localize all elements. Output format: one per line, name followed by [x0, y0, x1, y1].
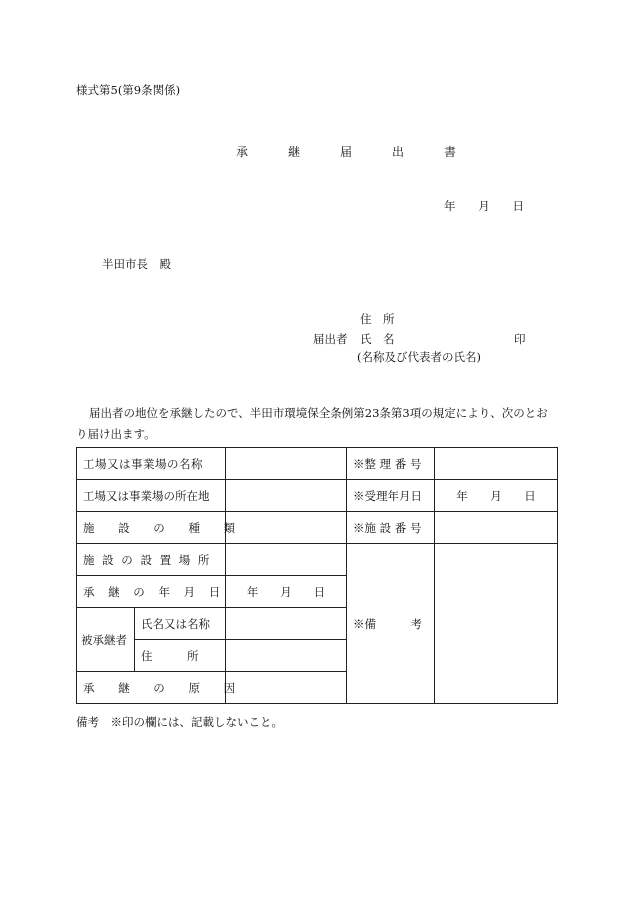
received-date-field[interactable] — [435, 480, 558, 512]
succession-year: 年 — [246, 584, 259, 599]
received-day: 日 — [524, 488, 536, 503]
footnote: 備考 ※印の欄には、記載しないこと。 — [76, 715, 283, 729]
factory-name-label: 工場又は事業場の名称 — [77, 448, 226, 480]
reg-number-field[interactable] — [435, 448, 558, 480]
form-table — [76, 447, 558, 704]
remarks-label: ※備 考 — [347, 544, 435, 704]
facility-location-label: 施 設 の 設 置 場 所 — [77, 544, 226, 576]
succession-month: 月 — [280, 584, 292, 599]
predecessor-address-label: 住 所 — [135, 640, 226, 672]
succession-day: 日 — [313, 584, 326, 599]
title-text: 承 継 届 出 書 — [236, 145, 471, 159]
facility-number-field[interactable] — [435, 512, 558, 544]
succession-reason-label: 承 継 の 原 因 — [77, 672, 226, 704]
applicant-address-label: 住 所 — [360, 312, 395, 326]
reg-number-label: ※整 理 番 号 — [347, 448, 435, 480]
factory-name-field[interactable] — [226, 448, 347, 480]
factory-location-field[interactable] — [226, 480, 347, 512]
table-row — [77, 512, 558, 544]
facility-location-field[interactable] — [226, 544, 347, 576]
date-year: 年 — [444, 199, 456, 213]
predecessor-name-label: 氏名又は名称 — [135, 608, 226, 640]
date-line — [444, 198, 524, 214]
seal-mark: 印 — [514, 332, 526, 346]
form-number: 様式第5(第9条関係) — [76, 83, 181, 97]
date-day: 日 — [512, 199, 524, 213]
applicant-role-label: 届出者 — [313, 332, 348, 346]
applicant-name-note: (名称及び代表者の氏名) — [357, 350, 481, 364]
table-row — [77, 480, 558, 512]
predecessor-address-field[interactable] — [226, 640, 347, 672]
factory-location-label: 工場又は事業場の所在地 — [77, 480, 226, 512]
succession-date-field[interactable] — [226, 576, 347, 608]
body-text-line1: 届出者の地位を承継したので、半田市環境保全条例第23条第3項の規定により、次のとお — [89, 406, 548, 420]
predecessor-name-field[interactable] — [226, 608, 347, 640]
remarks-field[interactable] — [435, 544, 558, 704]
page-title — [236, 143, 471, 160]
received-year: 年 — [456, 488, 468, 503]
predecessor-label: 被承継者 — [77, 608, 135, 672]
date-month: 月 — [478, 199, 490, 213]
facility-type-label: 施 設 の 種 類 — [77, 512, 226, 544]
succession-date-label: 承 継 の 年 月 日 — [77, 576, 226, 608]
facility-number-label: ※施 設 番 号 — [347, 512, 435, 544]
addressee: 半田市長 殿 — [102, 257, 171, 271]
table-row — [77, 448, 558, 480]
applicant-name-label: 氏 名 — [360, 332, 395, 346]
received-month: 月 — [490, 488, 502, 503]
received-date-label: ※受理年月日 — [347, 480, 435, 512]
table-row — [77, 544, 558, 576]
body-text-line2: り届け出ます。 — [76, 427, 156, 441]
